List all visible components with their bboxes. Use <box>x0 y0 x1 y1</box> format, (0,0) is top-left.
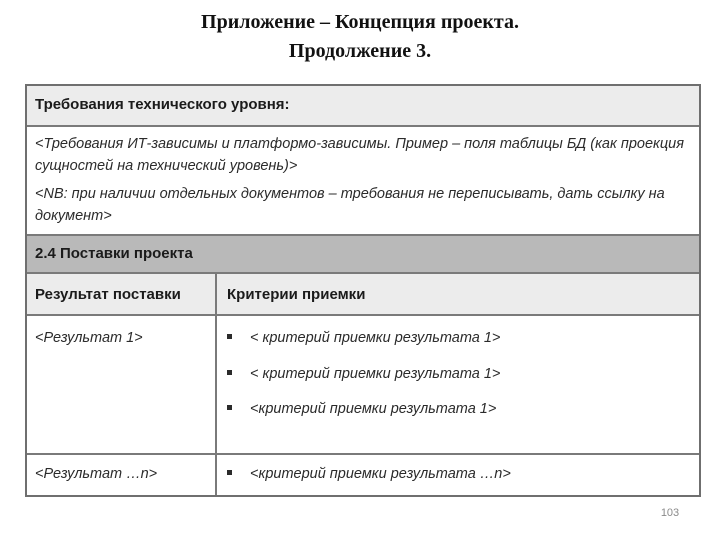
list-item <box>227 330 500 346</box>
bullet-icon <box>227 334 232 339</box>
delivery-column-headers <box>27 274 699 314</box>
tech-requirements-header <box>27 86 699 125</box>
table-row <box>27 455 699 495</box>
result-cell: <Результат 1> <box>35 330 143 346</box>
slide-title <box>0 8 720 66</box>
list-item <box>227 366 500 382</box>
criteria-text: <критерий приемки результата …n> <box>250 466 511 482</box>
title-line-1: Приложение – Концепция проекта. <box>201 11 519 33</box>
tech-requirements-body <box>27 127 699 235</box>
tech-requirements-paragraph-1: <Требования ИТ-зависимы и платформо-зависимы. Пример – поля таблицы БД (как проекция сущностей на технический уровень)> <box>35 136 684 174</box>
document-table <box>25 84 701 497</box>
bullet-icon <box>227 405 232 410</box>
column-header-criteria: Критерии приемки <box>227 286 366 303</box>
column-divider <box>215 274 217 495</box>
delivery-section-header <box>27 236 699 272</box>
delivery-section-heading: 2.4 Поставки проекта <box>35 245 193 262</box>
bullet-icon <box>227 370 232 375</box>
tech-requirements-paragraph-2: <NB: при наличии отдельных документов – требования не переписывать, дать ссылку на документ> <box>35 186 665 224</box>
page-number: 103 <box>660 507 680 519</box>
table-row <box>27 316 699 453</box>
title-line-2: Продолжение 3. <box>288 40 432 62</box>
column-header-result: Результат поставки <box>35 286 181 303</box>
criteria-text: < критерий приемки результата 1> <box>250 366 501 382</box>
list-item <box>227 401 496 417</box>
tech-requirements-heading: Требования технического уровня: <box>35 96 290 113</box>
list-item <box>227 466 511 482</box>
result-cell: <Результат …n> <box>35 466 158 482</box>
criteria-text: <критерий приемки результата 1> <box>250 401 497 417</box>
bullet-icon <box>227 470 232 475</box>
criteria-text: < критерий приемки результата 1> <box>250 330 501 346</box>
